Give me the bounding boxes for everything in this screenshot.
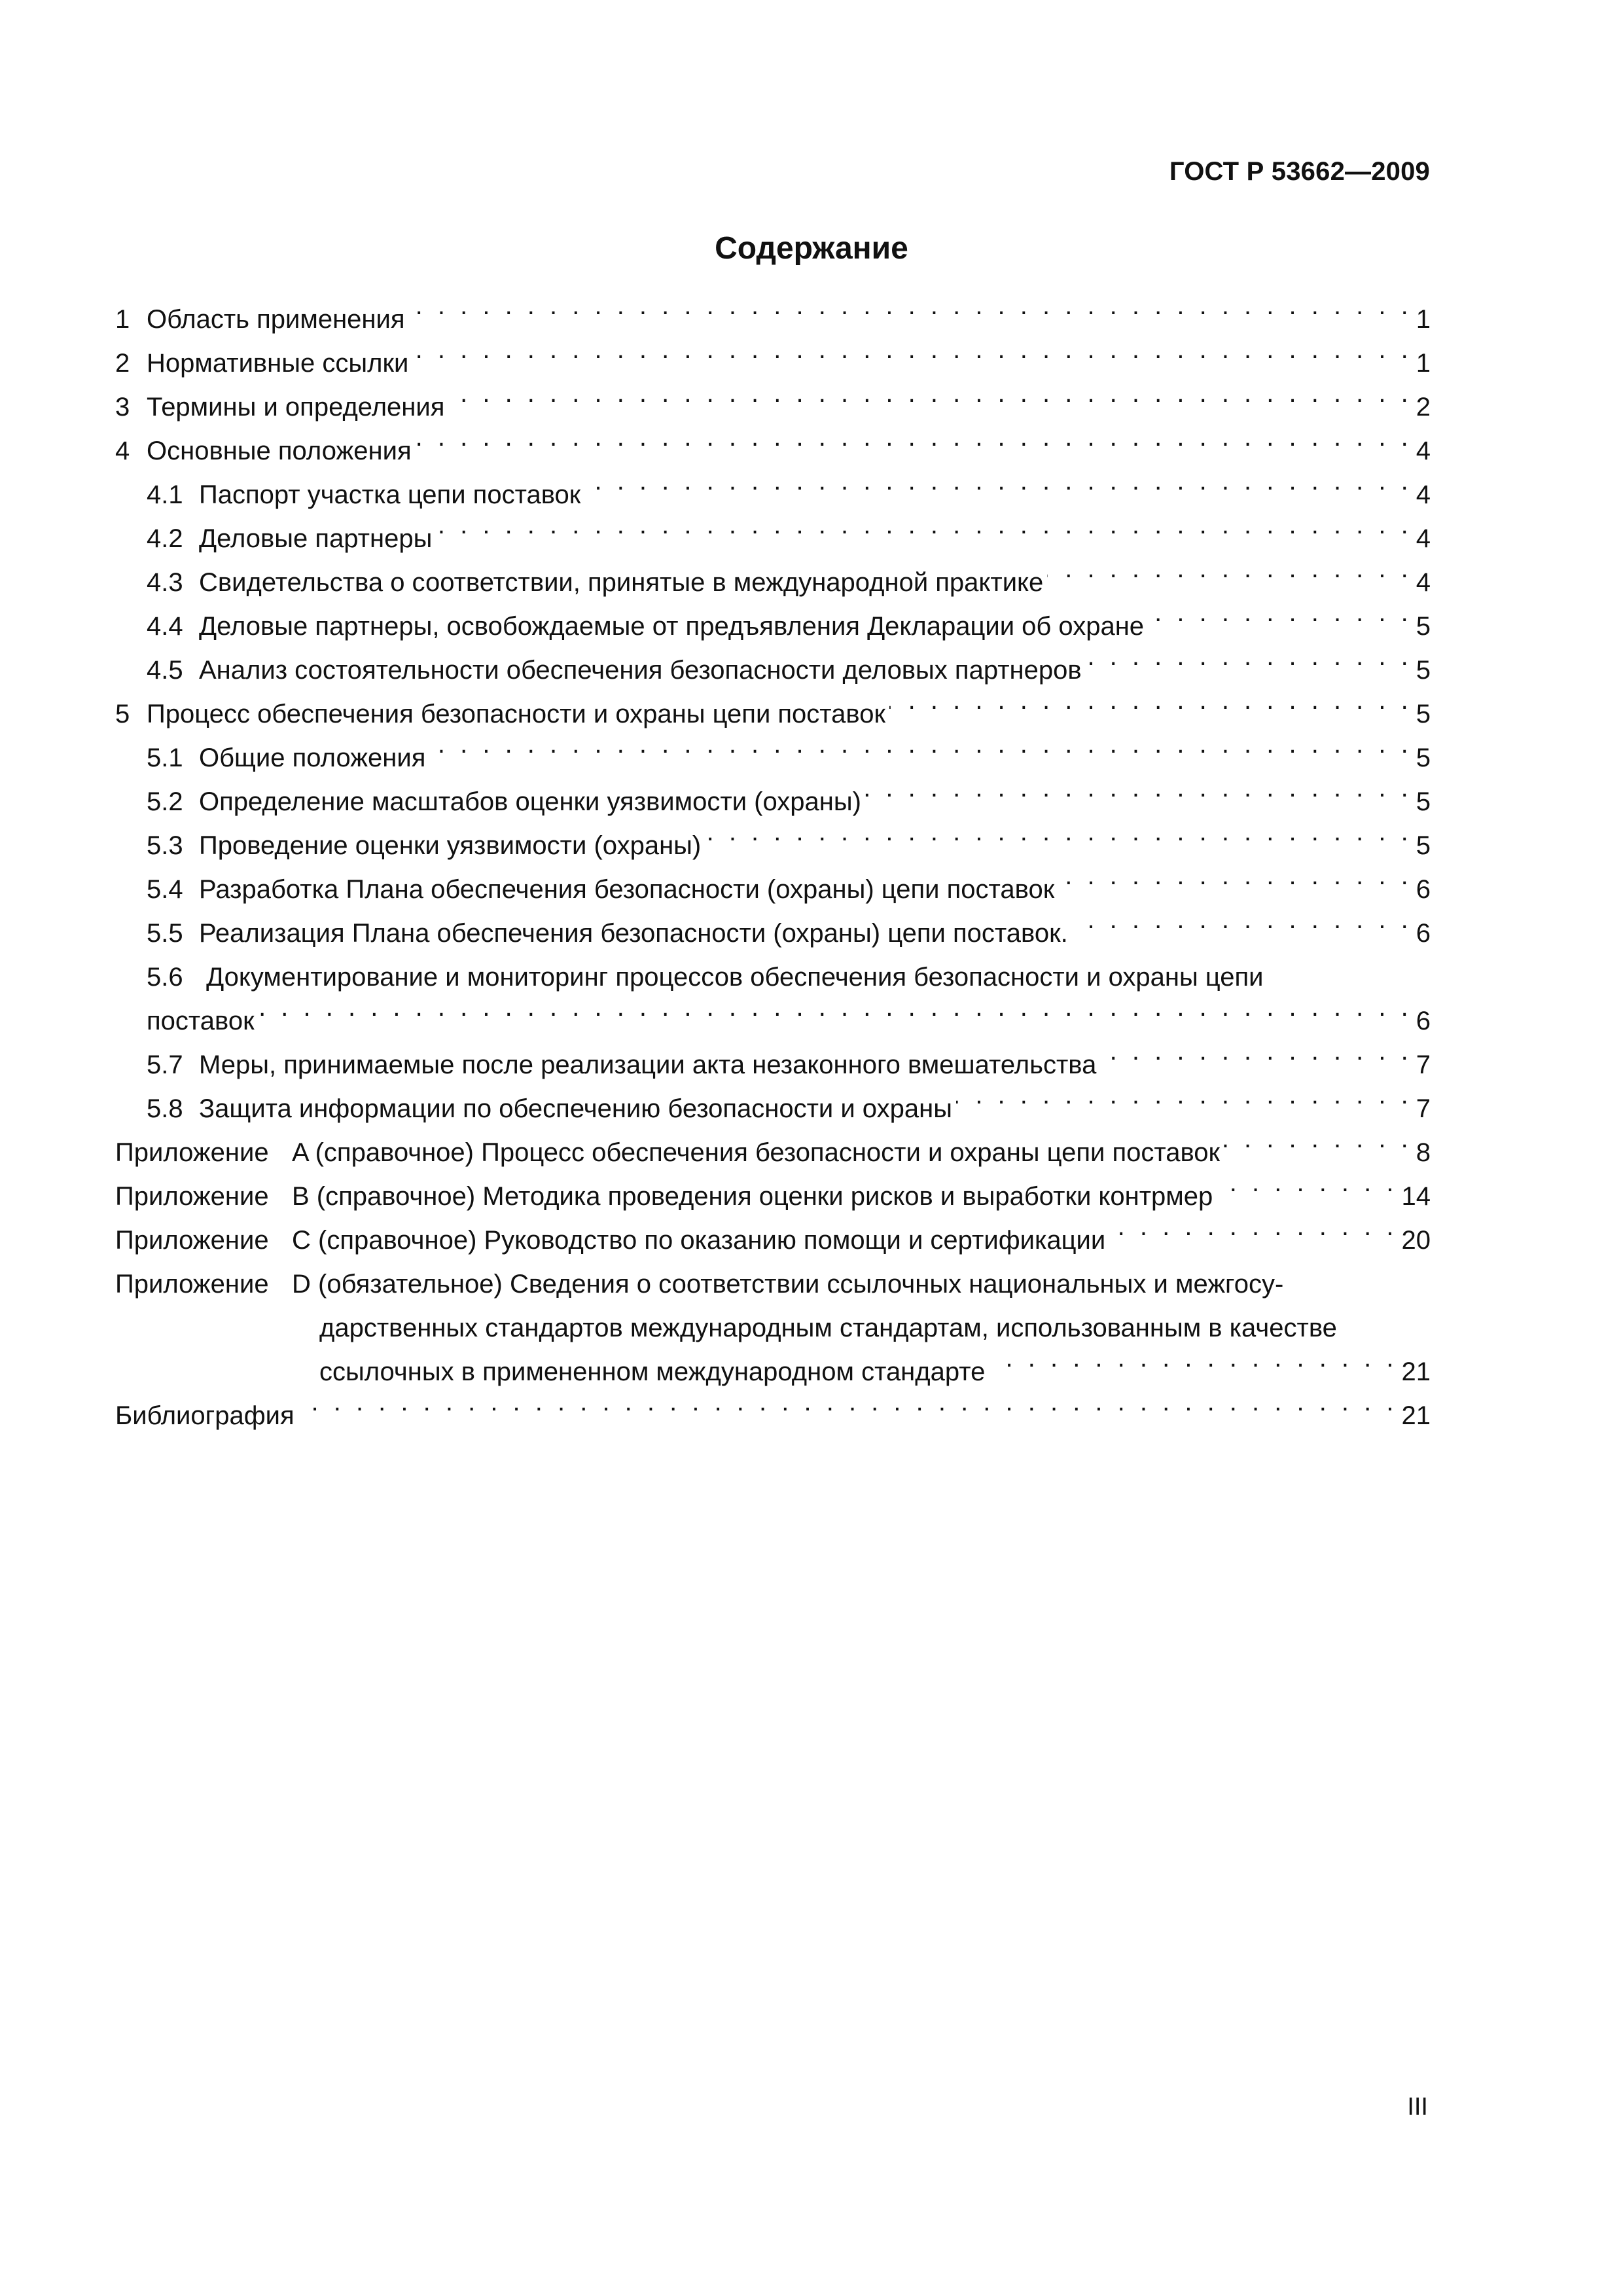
- table-of-contents: [115, 298, 1431, 1438]
- dot-leader: [436, 521, 1412, 547]
- toc-entry-page: 1: [1416, 305, 1431, 334]
- dot-leader: [259, 1003, 1412, 1030]
- bibliography-page: 21: [1401, 1401, 1431, 1430]
- bibliography-title: Библиография: [115, 1401, 294, 1430]
- toc-entry-4[interactable]: [115, 429, 1431, 473]
- dot-leader: [1047, 565, 1412, 591]
- toc-entry-1[interactable]: [115, 298, 1431, 342]
- toc-entry-title: Разработка Плана обеспечения безопасности (охраны) цепи поставок: [199, 875, 1055, 904]
- toc-entry-title: Деловые партнеры, освобождаемые от предъявления Декларации об охране: [199, 612, 1145, 641]
- appendix-page: 21: [1401, 1357, 1431, 1386]
- toc-entry-title: Анализ состоятельности обеспечения безопасности деловых партнеров: [199, 656, 1082, 685]
- toc-appendix-c[interactable]: [115, 1219, 1431, 1263]
- toc-entry-page: 2: [1416, 393, 1431, 422]
- toc-entry-page: 5: [1416, 656, 1431, 685]
- appendix-title: C (справочное) Руководство по оказанию помощи и сертификации: [292, 1226, 1106, 1255]
- toc-entry-5-5[interactable]: [115, 912, 1431, 956]
- appendix-title-line2: дарственных стандартов международным стандартам, использованным в качестве: [319, 1314, 1337, 1342]
- toc-entry-number: 4.4: [147, 612, 183, 641]
- toc-entry-number: 3: [115, 393, 130, 422]
- dot-leader: [409, 302, 1412, 328]
- toc-entry-5-6[interactable]: [115, 956, 1431, 1043]
- toc-entry-5-8[interactable]: [115, 1087, 1431, 1131]
- toc-appendix-b[interactable]: [115, 1175, 1431, 1219]
- toc-entry-number: 5.3: [147, 831, 183, 860]
- dot-leader: [416, 433, 1412, 459]
- dot-leader: [298, 1398, 1398, 1424]
- dot-leader: [1086, 653, 1412, 679]
- appendix-page: 14: [1401, 1182, 1431, 1211]
- toc-entry-number: 1: [115, 305, 130, 334]
- toc-entry-5[interactable]: [115, 692, 1431, 736]
- toc-entry-number: 4.3: [147, 568, 183, 597]
- toc-entry-page: 5: [1416, 744, 1431, 772]
- toc-entry-number: 2: [115, 349, 130, 378]
- toc-entry-title-line2: поставок: [147, 1007, 255, 1035]
- toc-entry-title: Нормативные ссылки: [147, 349, 409, 378]
- dot-leader: [1072, 916, 1412, 942]
- toc-entry-number: 5.5: [147, 919, 183, 948]
- toc-appendix-d[interactable]: [115, 1263, 1431, 1394]
- toc-entry-5-7[interactable]: [115, 1043, 1431, 1087]
- appendix-page: 20: [1401, 1226, 1431, 1255]
- toc-entry-5-1[interactable]: [115, 736, 1431, 780]
- toc-entry-5-2[interactable]: [115, 780, 1431, 824]
- toc-entry-4-3[interactable]: [115, 561, 1431, 605]
- toc-entry-number: 5.2: [147, 787, 183, 816]
- dot-leader: [865, 784, 1412, 810]
- dot-leader: [429, 740, 1412, 766]
- toc-entry-number: 5: [115, 700, 130, 728]
- toc-entry-page: 7: [1416, 1050, 1431, 1079]
- toc-entry-number: 5.4: [147, 875, 183, 904]
- appendix-label: Приложение: [115, 1182, 269, 1211]
- toc-entry-page: 4: [1416, 480, 1431, 509]
- dot-leader: [1109, 1223, 1397, 1249]
- appendix-label: Приложение: [115, 1270, 269, 1299]
- toc-entry-number: 5.6: [147, 963, 183, 992]
- appendix-title-line1: D (обязательное) Сведения о соответствии ссылочных национальных и межгосу-: [292, 1270, 1284, 1299]
- dot-leader: [584, 477, 1412, 503]
- page-number: III: [1407, 2093, 1428, 2121]
- toc-entry-title-line1: Документирование и мониторинг процессов обеспечения безопасности и охраны цепи: [206, 963, 1264, 992]
- toc-entry-page: 5: [1416, 612, 1431, 641]
- toc-entry-4-4[interactable]: [115, 605, 1431, 649]
- dot-leader: [1148, 609, 1412, 635]
- toc-entry-page: 5: [1416, 787, 1431, 816]
- toc-entry-number: 5.7: [147, 1050, 183, 1079]
- toc-entry-2[interactable]: [115, 342, 1431, 386]
- toc-entry-page: 5: [1416, 831, 1431, 860]
- toc-entry-title: Реализация Плана обеспечения безопасности (охраны) цепи поставок.: [199, 919, 1068, 948]
- appendix-title: B (справочное) Методика проведения оценки рисков и выработки контрмер: [292, 1182, 1213, 1211]
- toc-entry-number: 4.2: [147, 524, 183, 553]
- toc-entry-title: Термины и определения: [147, 393, 445, 422]
- toc-entry-page: 6: [1416, 1007, 1431, 1035]
- toc-entry-title: Меры, принимаемые после реализации акта незаконного вмешательства: [199, 1050, 1097, 1079]
- toc-entry-title: Общие положения: [199, 744, 426, 772]
- toc-entry-number: 4: [115, 437, 130, 465]
- dot-leader: [956, 1091, 1412, 1117]
- toc-entry-title: Защита информации по обеспечению безопасности и охраны: [199, 1094, 952, 1123]
- toc-entry-title: Проведение оценки уязвимости (охраны): [199, 831, 702, 860]
- dot-leader: [1224, 1135, 1412, 1161]
- toc-entry-3[interactable]: [115, 386, 1431, 429]
- toc-entry-page: 6: [1416, 875, 1431, 904]
- toc-entry-page: 4: [1416, 568, 1431, 597]
- toc-entry-title: Свидетельства о соответствии, принятые в международной практике: [199, 568, 1044, 597]
- dot-leader: [989, 1354, 1397, 1380]
- toc-entry-4-2[interactable]: [115, 517, 1431, 561]
- toc-entry-number: 4.5: [147, 656, 183, 685]
- appendix-label: Приложение: [115, 1226, 269, 1255]
- toc-entry-number: 4.1: [147, 480, 183, 509]
- dot-leader: [705, 828, 1412, 854]
- dot-leader: [1058, 872, 1412, 898]
- toc-entry-4-1[interactable]: [115, 473, 1431, 517]
- dot-leader: [1217, 1179, 1397, 1205]
- toc-appendix-a[interactable]: [115, 1131, 1431, 1175]
- appendix-page: 8: [1416, 1138, 1431, 1167]
- dot-leader: [412, 346, 1412, 372]
- toc-entry-page: 6: [1416, 919, 1431, 948]
- dot-leader: [889, 696, 1412, 723]
- dot-leader: [448, 389, 1412, 416]
- toc-entry-title: Основные положения: [147, 437, 412, 465]
- toc-entry-page: 4: [1416, 437, 1431, 465]
- appendix-title: A (справочное) Процесс обеспечения безопасности и охраны цепи поставок: [292, 1138, 1221, 1167]
- dot-leader: [1100, 1047, 1412, 1073]
- toc-entry-number: 5.1: [147, 744, 183, 772]
- toc-bibliography[interactable]: [115, 1394, 1431, 1438]
- toc-entry-title: Процесс обеспечения безопасности и охраны цепи поставок: [147, 700, 885, 728]
- toc-entry-title: Определение масштабов оценки уязвимости (охраны): [199, 787, 861, 816]
- toc-entry-number: 5.8: [147, 1094, 183, 1123]
- appendix-title-line3: ссылочных в примененном международном стандарте: [319, 1357, 986, 1386]
- toc-entry-page: 5: [1416, 700, 1431, 728]
- document-code: ГОСТ Р 53662—2009: [1169, 157, 1430, 186]
- toc-entry-page: 1: [1416, 349, 1431, 378]
- toc-entry-page: 4: [1416, 524, 1431, 553]
- toc-entry-4-5[interactable]: [115, 649, 1431, 692]
- toc-entry-page: 7: [1416, 1094, 1431, 1123]
- appendix-label: Приложение: [115, 1138, 269, 1167]
- toc-entry-5-3[interactable]: [115, 824, 1431, 868]
- toc-entry-title: Паспорт участка цепи поставок: [199, 480, 581, 509]
- toc-entry-title: Область применения: [147, 305, 405, 334]
- toc-entry-title: Деловые партнеры: [199, 524, 433, 553]
- toc-title: Содержание: [715, 231, 908, 266]
- toc-entry-5-4[interactable]: [115, 868, 1431, 912]
